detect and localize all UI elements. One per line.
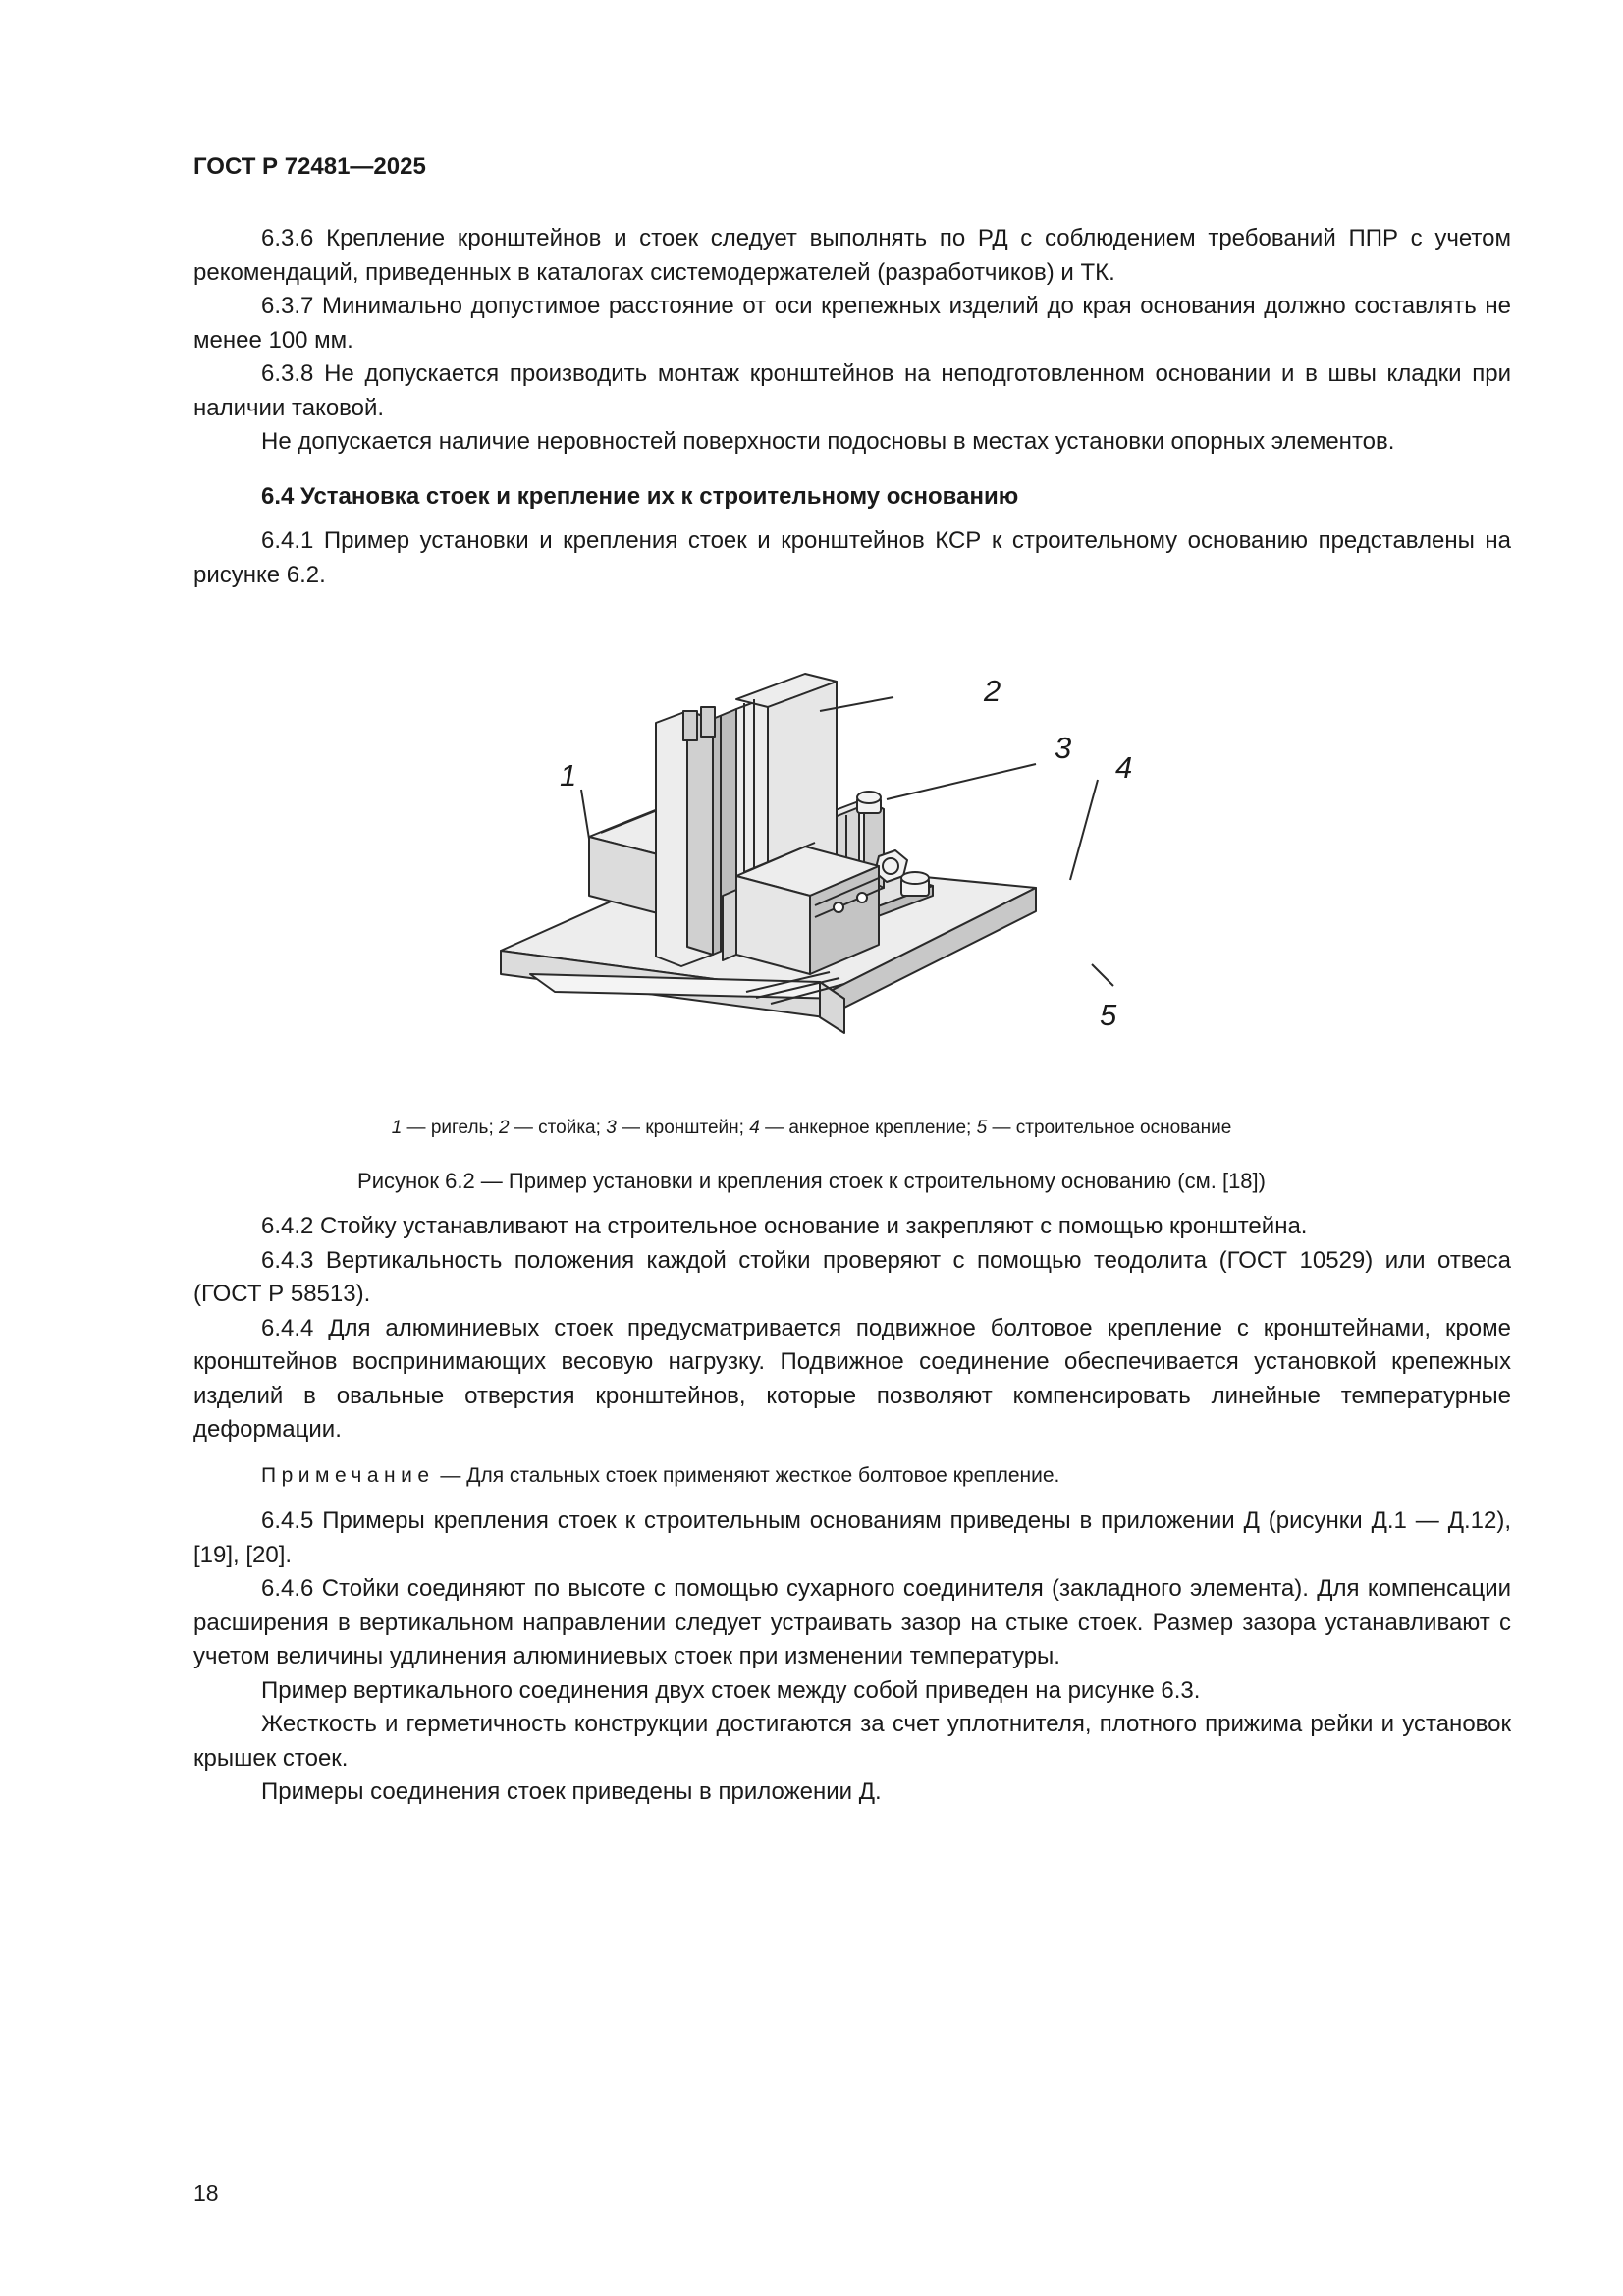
leader-line-5 [1092, 964, 1113, 986]
legend-text-5: — строительное основание [987, 1118, 1232, 1138]
legend-num-1: 1 [391, 1118, 403, 1138]
legend-text-2: — стойка; [509, 1118, 607, 1138]
figure-label-3: 3 [1055, 731, 1072, 765]
leader-line-1 [581, 790, 589, 839]
paragraph-6-4-3: 6.4.3 Вертикальность положения каждой стойки проверяют с помощью теодолита (ГОСТ 10529) или отвеса (ГОСТ Р 58513). [193, 1246, 1511, 1307]
legend-num-3: 3 [606, 1118, 617, 1138]
paragraph-appendix-reference: Примеры соединения стоек приведены в приложении Д. [261, 1778, 882, 1805]
paragraph-6-4-5: 6.4.5 Примеры крепления стоек к строительным основаниям приведены в приложении Д (рисунки Д.1 — Д.12), [19], [20]. [193, 1507, 1511, 1568]
legend-num-4: 4 [749, 1118, 760, 1138]
legend-num-5: 5 [976, 1118, 988, 1138]
note [193, 1459, 1511, 1494]
paragraph-6-4-6: 6.4.6 Стойки соединяют по высоте с помощью сухарного соединителя (закладного элемента). Для компенсации расширения в вертикальном направлении следует устраивать зазор на стыке стоек. Размер зазора устанавливают с учетом величины удлинения алюминиевых стоек при изменении температуры. [193, 1575, 1511, 1669]
paragraph-6-4-1: 6.4.1 Пример установки и крепления стоек и кронштейнов КСР к строительному основанию представлены на рисунке 6.2. [193, 527, 1511, 588]
text-block-top [193, 222, 1511, 592]
figure-label-1: 1 [560, 758, 577, 793]
note-text: — Для стальных стоек применяют жесткое болтовое крепление. [434, 1463, 1060, 1487]
paragraph-surface-unevenness: Не допускается наличие неровностей поверхности подосновы в местах установки опорных элементов. [261, 428, 1395, 455]
document-code-header: ГОСТ Р 72481—2025 [193, 153, 426, 180]
figure-label-2: 2 [984, 674, 1001, 708]
legend-num-2: 2 [499, 1118, 510, 1138]
figure-6-2 [491, 660, 1159, 1082]
figure-drawing [491, 660, 1159, 1082]
legend-text-4: — анкерное крепление; [759, 1118, 977, 1138]
paragraph-6-3-7: 6.3.7 Минимально допустимое расстояние от оси крепежных изделий до края основания должно составлять не менее 100 мм. [193, 293, 1511, 354]
figure-label-5: 5 [1100, 998, 1117, 1032]
page-number: 18 [193, 2180, 219, 2206]
figure-caption: Рисунок 6.2 — Пример установки и крепления стоек к строительному основанию (см. [18]) [357, 1169, 1266, 1193]
text-block-bottom [193, 1210, 1511, 1810]
note-label: Примечание [261, 1463, 435, 1487]
paragraph-6-3-6: 6.3.6 Крепление кронштейнов и стоек следует выполнять по РД с соблюдением требований ППР с учетом рекомендаций, приведенных в каталогах системодержателей (разработчиков) и ТК. [193, 225, 1511, 286]
paragraph-6-4-4: 6.4.4 Для алюминиевых стоек предусматривается подвижное болтовое крепление с кронштейнами, кроме кронштейнов воспринимающих весовую нагрузку. Подвижное соединение обеспечивается установкой крепежных изделий в овальные отверстия кронштейнов, которые позволяют компенсировать линейные температурные деформации. [193, 1314, 1511, 1443]
paragraph-stiffness: Жесткость и герметичность конструкции достигаются за счет уплотнителя, плотного прижима рейки и установок крышек стоек. [193, 1711, 1511, 1772]
leader-line-3 [887, 764, 1036, 799]
paragraph-vertical-joint-example: Пример вертикального соединения двух стоек между собой приведен на рисунке 6.3. [261, 1676, 1201, 1704]
paragraph-6-4-2: 6.4.2 Стойку устанавливают на строительное основание и закрепляют с помощью кронштейна. [261, 1213, 1308, 1239]
leader-line-4 [1070, 780, 1098, 880]
section-heading-6-4: 6.4 Установка стоек и крепление их к строительному основанию [261, 482, 1019, 510]
legend-text-3: — кронштейн; [616, 1118, 750, 1138]
figure-label-4: 4 [1115, 750, 1133, 785]
legend-text-1: — ригель; [402, 1118, 500, 1138]
paragraph-6-3-8: 6.3.8 Не допускается производить монтаж кронштейнов на неподготовленном основании и в швы кладки при наличии таковой. [193, 360, 1511, 421]
figure-legend [0, 1118, 1623, 1139]
